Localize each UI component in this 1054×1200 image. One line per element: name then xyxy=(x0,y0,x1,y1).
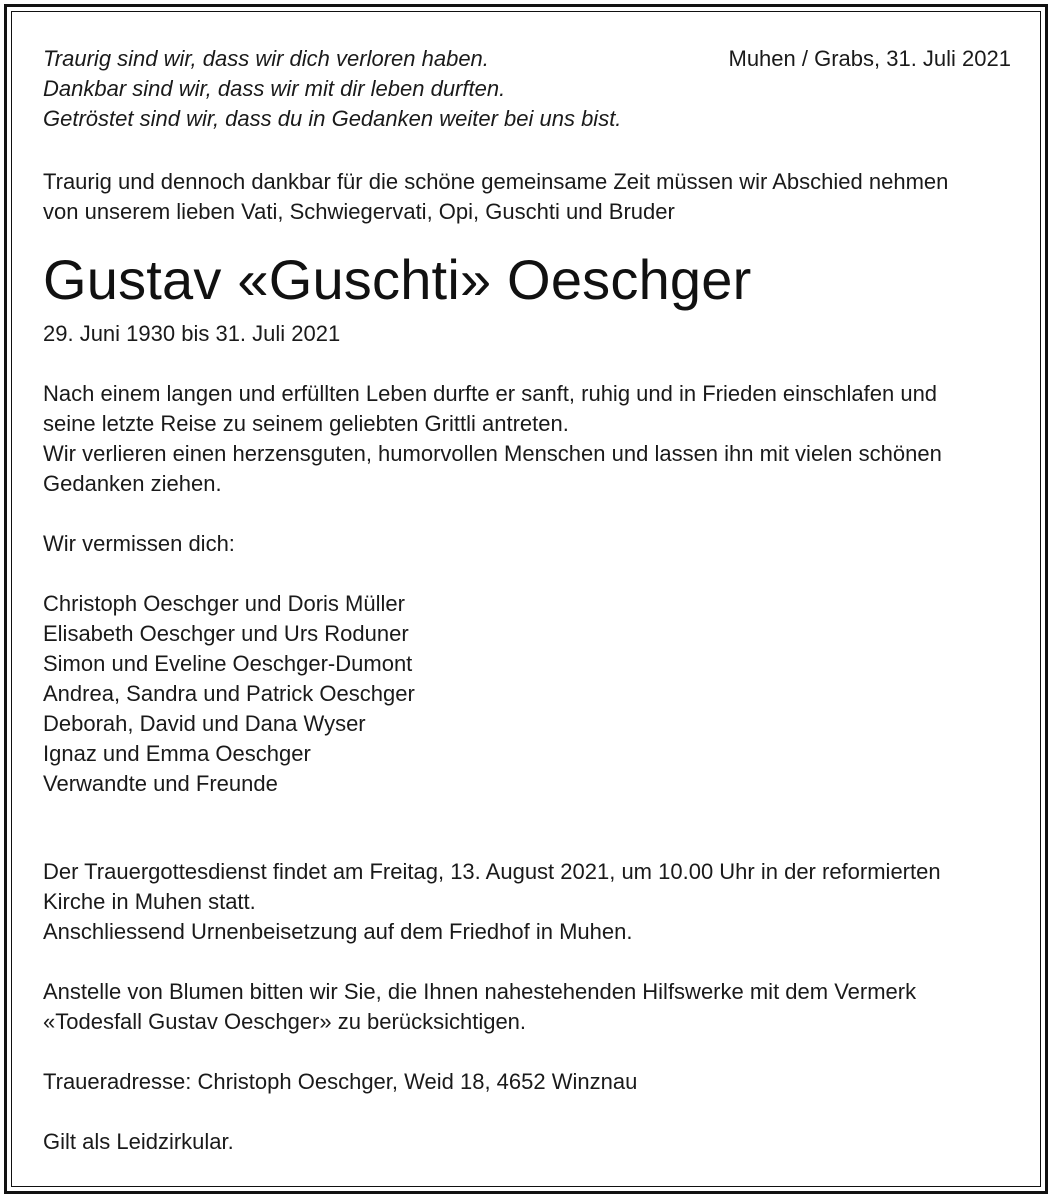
miss-you-heading: Wir vermissen dich: xyxy=(43,531,235,556)
obituary-notice xyxy=(43,44,1013,1157)
service-line: Anschliessend Urnenbeisetzung auf dem Friedhof in Muhen. xyxy=(43,919,633,944)
circular-note: Gilt als Leidzirkular. xyxy=(43,1129,234,1154)
service-info xyxy=(43,857,1013,947)
mourners-list xyxy=(43,589,1013,799)
service-line: Kirche in Muhen statt. xyxy=(43,889,256,914)
tribute-line: seine letzte Reise zu seinem geliebten Grittli antreten. xyxy=(43,411,569,436)
donation-line: «Todesfall Gustav Oeschger» zu berücksichtigen. xyxy=(43,1009,527,1034)
motto-line: Getröstet sind wir, dass du in Gedanken weiter bei uns bist. xyxy=(43,106,622,131)
place-date: Muhen / Grabs, 31. Juli 2021 xyxy=(728,46,1011,71)
mourning-address: Traueradresse: Christoph Oeschger, Weid 18, 4652 Winznau xyxy=(43,1069,638,1094)
tribute-line: Gedanken ziehen. xyxy=(43,471,222,496)
intro-text xyxy=(43,167,1013,227)
donation-request xyxy=(43,977,1013,1037)
tribute-line: Nach einem langen und erfüllten Leben durfte er sanft, ruhig und in Frieden einschlafen und xyxy=(43,381,938,406)
motto-line: Dankbar sind wir, dass wir mit dir leben durften. xyxy=(43,76,506,101)
life-dates: 29. Juni 1930 bis 31. Juli 2021 xyxy=(43,321,341,346)
service-line: Der Trauergottesdienst findet am Freitag, 13. August 2021, um 10.00 Uhr in der reformierten xyxy=(43,859,941,884)
mourner-entry: Simon und Eveline Oeschger-Dumont xyxy=(43,651,413,676)
motto-line: Traurig sind wir, dass wir dich verloren haben. xyxy=(43,46,489,71)
mourner-entry: Elisabeth Oeschger und Urs Roduner xyxy=(43,621,409,646)
tribute-line: Wir verlieren einen herzensguten, humorvollen Menschen und lassen ihn mit vielen schönen xyxy=(43,441,942,466)
tribute-text xyxy=(43,379,1013,499)
mourner-entry: Andrea, Sandra und Patrick Oeschger xyxy=(43,681,415,706)
intro-line: Traurig und dennoch dankbar für die schöne gemeinsame Zeit müssen wir Abschied nehmen xyxy=(43,169,949,194)
header-row xyxy=(43,44,1013,134)
mourner-entry: Verwandte und Freunde xyxy=(43,771,278,796)
donation-line: Anstelle von Blumen bitten wir Sie, die Ihnen nahestehenden Hilfswerke mit dem Vermerk xyxy=(43,979,917,1004)
mourner-entry: Ignaz und Emma Oeschger xyxy=(43,741,311,766)
mourner-entry: Christoph Oeschger und Doris Müller xyxy=(43,591,405,616)
mourner-entry: Deborah, David und Dana Wyser xyxy=(43,711,366,736)
intro-line: von unserem lieben Vati, Schwiegervati, Opi, Guschti und Bruder xyxy=(43,199,675,224)
deceased-name: Gustav «Guschti» Oeschger xyxy=(43,248,752,311)
